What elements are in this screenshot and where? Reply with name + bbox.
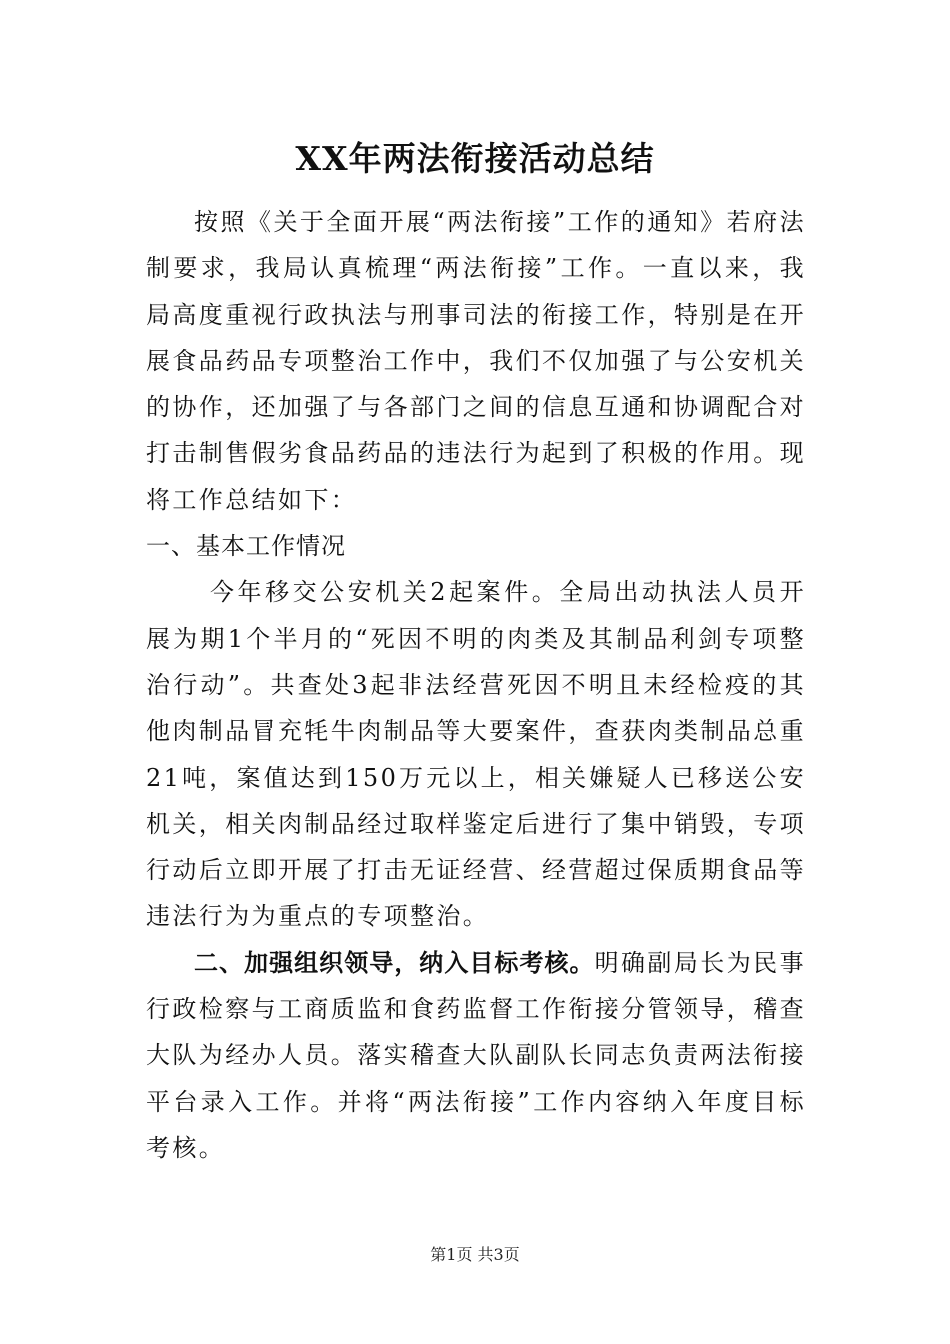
section-1-heading: 一、基本工作情况 [146, 532, 346, 561]
section-1-paragraph: 今年移交公安机关2起案件。全局出动执法人员开展为期1个半月的“死因不明的肉类及其制品利剑专项整治行动”。共查处3起非法经营死因不明且未经检疫的其他肉制品冒充牦牛肉制品等大要案件，查获肉类制品总重21吨，案值达到150万元以上，相关嫌疑人已移送公安机关，相关肉制品经过取样鉴定后进行了集中销毁，专项行动后立即开展了打击无证经营、经营超过保质期食品等违法行为为重点的专项整治。 [146, 578, 806, 931]
document-title: XX年两法衔接活动总结 [295, 139, 655, 178]
document-body [146, 199, 806, 1171]
page-footer: 第1页 共3页 [430, 1245, 520, 1264]
section-2-paragraph [146, 940, 806, 1171]
intro-paragraph: 按照《关于全面开展“两法衔接”工作的通知》若府法制要求，我局认真梳理“两法衔接”工作。一直以来，我局高度重视行政执法与刑事司法的衔接工作，特别是在开展食品药品专项整治工作中，我们不仅加强了与公安机关的协作，还加强了与各部门之间的信息互通和协调配合对打击制售假劣食品药品的违法行为起到了积极的作用。现将工作总结如下： [146, 208, 806, 514]
section-2-text: 明确副局长为民事行政检察与工商质监和食药监督工作衔接分管领导，稽查大队为经办人员。落实稽查大队副队长同志负责两法衔接平台录入工作。并将“两法衔接”工作内容纳入年度目标考核。 [146, 948, 807, 1162]
section-2-heading: 二、加强组织领导，纳入目标考核。 [194, 948, 595, 977]
